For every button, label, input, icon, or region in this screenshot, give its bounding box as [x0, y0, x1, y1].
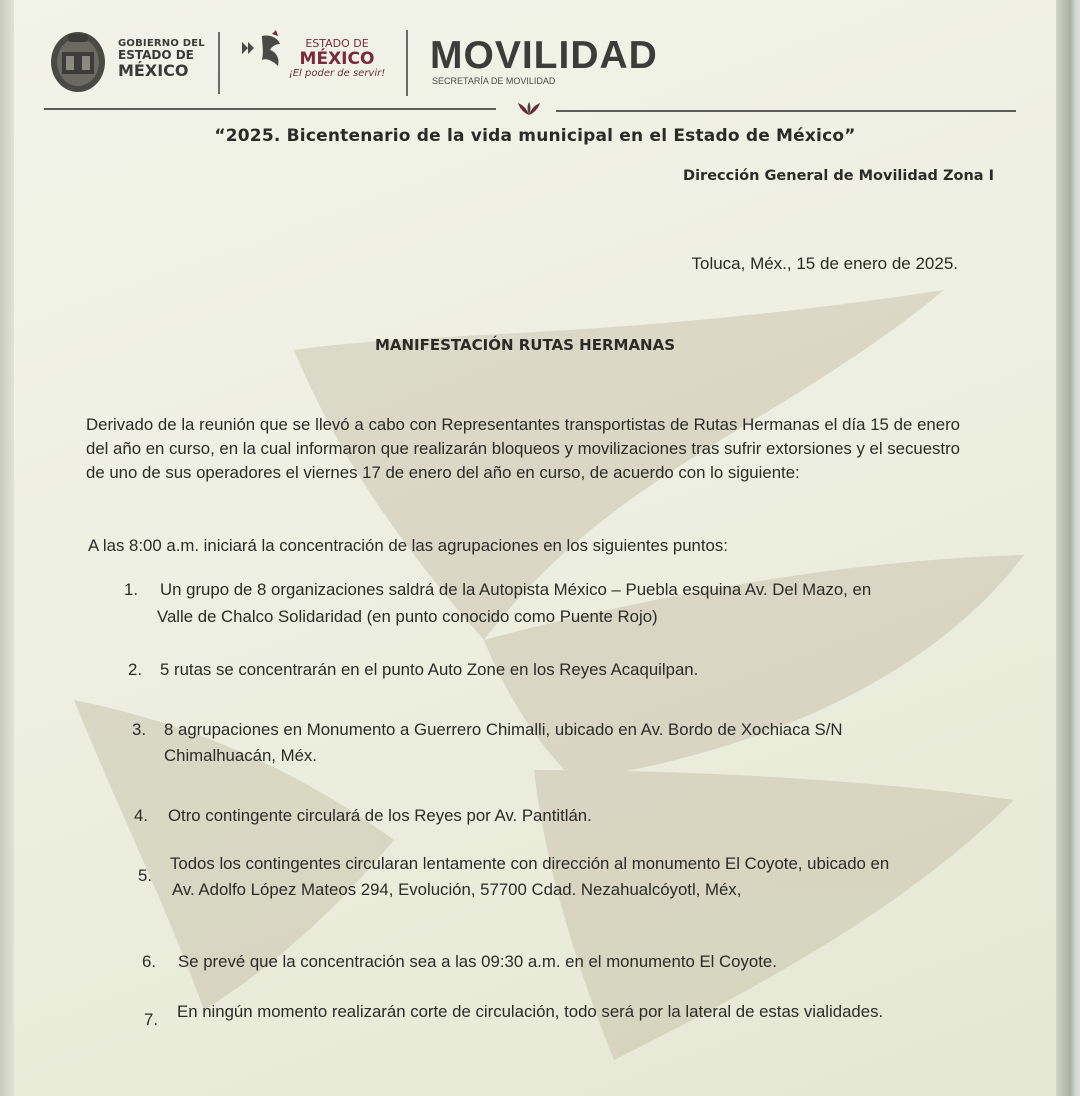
header-divider: [406, 30, 408, 96]
list-item-number: 4.: [134, 806, 148, 825]
government-wordmark: [118, 38, 228, 80]
list-item-text-continued: Valle de Chalco Solidaridad (en punto conocido como Puente Rojo): [157, 607, 658, 626]
list-item-text: Un grupo de 8 organizaciones saldrá de la Autopista México – Puebla esquina Av. Del Mazo, en: [160, 580, 872, 599]
list-item: [128, 656, 988, 686]
estado-line2: MÉXICO: [299, 49, 375, 69]
estado-line1: ESTADO DE: [305, 37, 369, 50]
screen-edge-right: [1056, 0, 1080, 1096]
separator-line-left: [44, 108, 496, 110]
intro-paragraph: Derivado de la reunión que se llevó a cabo con Representantes transportistas de Rutas Hermanas el día 15 de enero del año en curso, en la cual informaron que realizarán bloqueos y movilizaciones tras sufrir extorsiones y el secuestro de uno de sus operadores el viernes 17 de enero del año en curso, de acuerdo con lo siguiente:: [86, 415, 961, 482]
list-item: [144, 1002, 1024, 1036]
leaf-ornament-icon: [514, 101, 544, 117]
list-item-number: 7.: [144, 1010, 158, 1029]
place-date: Toluca, Méx., 15 de enero de 2025.: [691, 254, 958, 273]
gobierno-line1: GOBIERNO DEL: [118, 38, 205, 49]
movilidad-title: MOVILIDAD: [430, 34, 658, 77]
list-item-text: 8 agrupaciones en Monumento a Guerrero Chimalli, ubicado en Av. Bordo de Xochiaca S/N: [164, 720, 843, 739]
direction-name: Dirección General de Movilidad Zona I: [683, 168, 994, 184]
letterhead: [14, 0, 1056, 105]
edomex-wordmark: [272, 38, 402, 80]
list-item: [124, 576, 984, 632]
list-item-text: En ningún momento realizarán corte de circulación, todo será por la lateral de estas vialidades.: [177, 1002, 884, 1021]
list-item: [134, 802, 994, 832]
separator-line-right: [556, 110, 1016, 112]
list-item-number: 6.: [142, 952, 156, 971]
list-item-text: 5 rutas se concentrarán en el punto Auto Zone en los Reyes Acaquilpan.: [160, 660, 699, 679]
document-page: [14, 0, 1056, 1096]
list-item-number: 5.: [138, 866, 152, 885]
document-subject: MANIFESTACIÓN RUTAS HERMANAS: [374, 336, 676, 354]
list-item: [138, 854, 1018, 918]
list-item-text-continued: Chimalhuacán, Méx.: [164, 746, 317, 765]
list-item-text-continued: Av. Adolfo López Mateos 294, Evolución, 57700 Cdad. Nezahualcóyotl, Méx,: [172, 880, 742, 899]
gobierno-line2: ESTADO DE: [118, 48, 194, 62]
header-divider: [218, 32, 220, 94]
estado-slogan: ¡El poder de servir!: [288, 68, 386, 79]
list-item-number: 3.: [132, 720, 146, 739]
lead-paragraph: A las 8:00 a.m. iniciará la concentración de las agrupaciones en los siguientes puntos:: [88, 536, 728, 555]
list-item: [142, 948, 1002, 978]
list-item-number: 2.: [128, 660, 142, 679]
state-seal-icon: [48, 28, 108, 94]
list-item-text: Otro contingente circulará de los Reyes por Av. Pantitlán.: [168, 806, 592, 825]
list-item-text: Todos los contingentes circularan lentamente con dirección al monumento El Coyote, ubicado en: [170, 854, 890, 873]
list-item: [132, 716, 992, 772]
list-item-number: 1.: [124, 580, 138, 599]
screen-edge-left: [0, 0, 14, 1096]
movilidad-subtitle: SECRETARÍA DE MOVILIDAD: [432, 76, 556, 86]
list-item-text: Se prevé que la concentración sea a las 09:30 a.m. en el monumento El Coyote.: [178, 952, 777, 971]
year-motto: “2025. Bicentenario de la vida municipal en el Estado de México”: [214, 126, 856, 146]
gobierno-line3: MÉXICO: [118, 61, 189, 80]
